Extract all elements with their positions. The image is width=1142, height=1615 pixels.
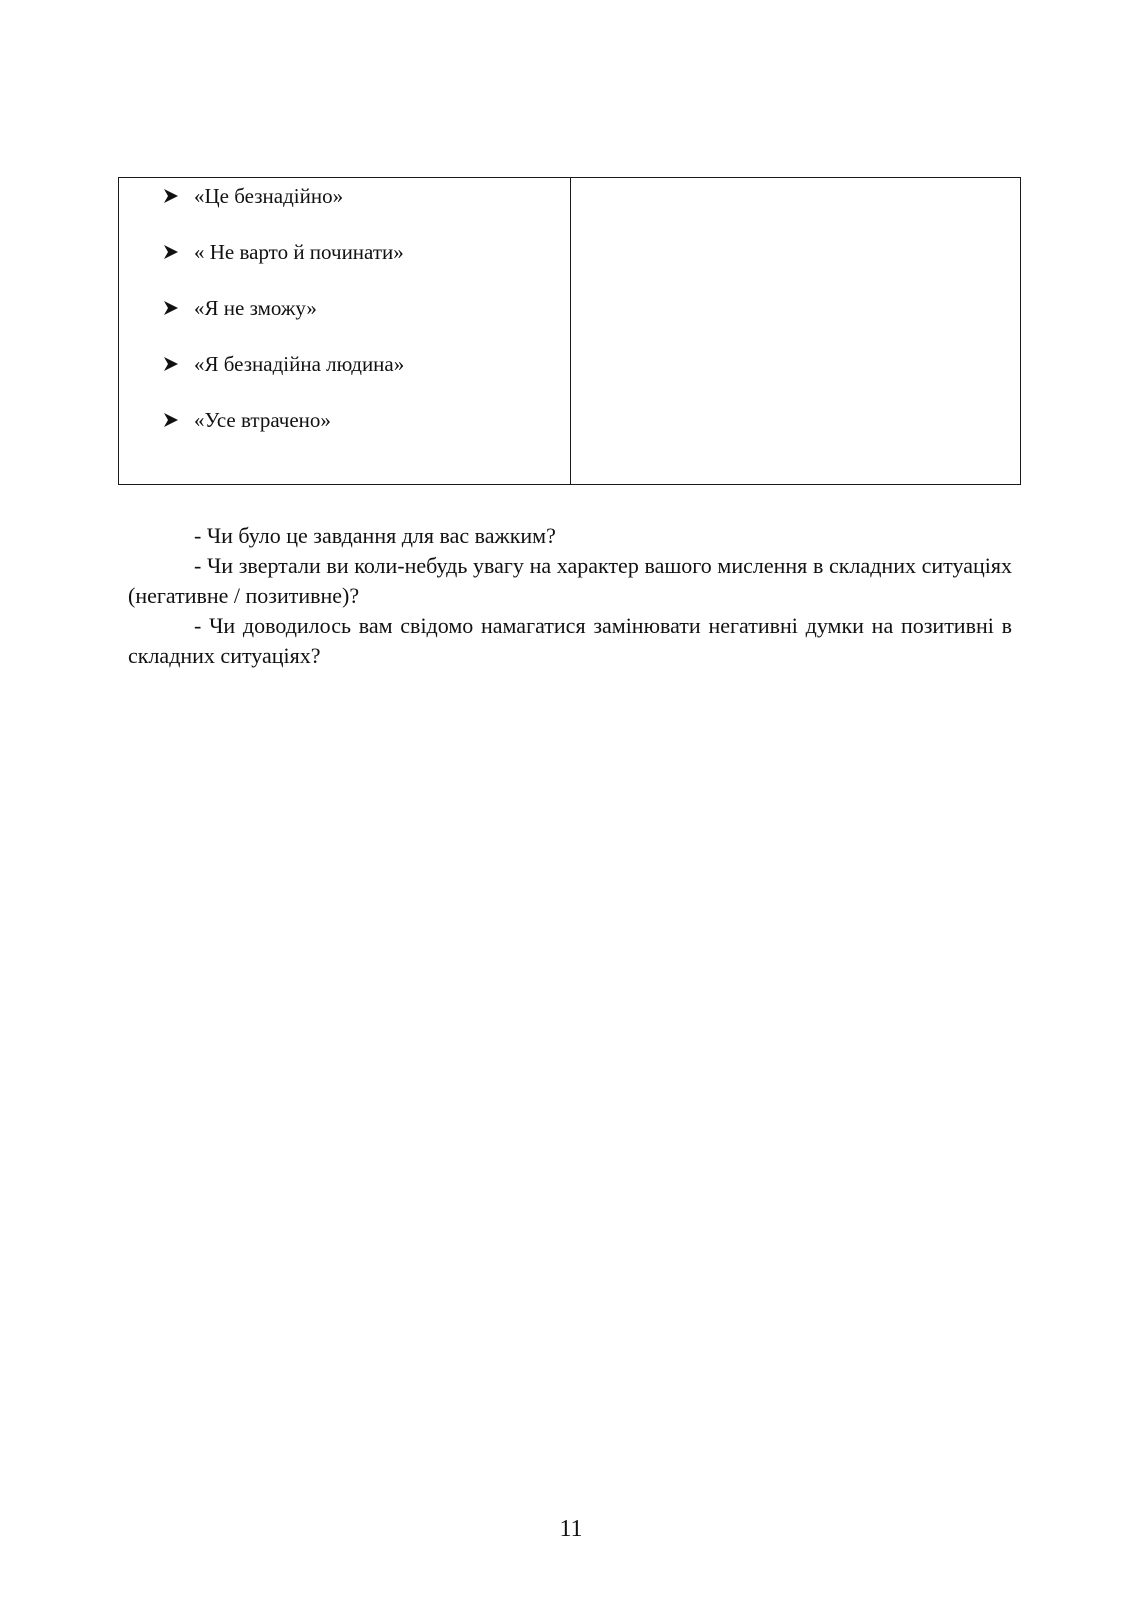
list-item xyxy=(163,350,404,378)
list-item-text: «Я безнадійна людина» xyxy=(194,352,405,376)
arrowhead-bullet-icon xyxy=(163,350,194,378)
list-item-text: «Я не зможу» xyxy=(194,296,317,320)
list-item xyxy=(163,182,343,210)
table-cell-right xyxy=(571,178,1020,484)
list-item-text: «Усе втрачено» xyxy=(194,408,331,432)
questions-block xyxy=(128,521,1012,671)
list-item xyxy=(163,294,317,322)
arrowhead-bullet-icon xyxy=(163,406,194,434)
page-number: 11 xyxy=(559,1516,583,1542)
list-item xyxy=(163,238,404,266)
question-paragraph: - Чи було це завдання для вас важким? xyxy=(194,523,556,548)
arrowhead-bullet-icon xyxy=(163,182,194,210)
list-item xyxy=(163,406,331,434)
list-item-text: « Не варто й починати» xyxy=(194,240,404,264)
table-cell-left xyxy=(119,178,571,484)
question-paragraph: - Чи звертали ви коли-небудь увагу на характер вашого мислення в складних ситуаціях (негативне / позитивне)? xyxy=(128,553,1012,608)
arrowhead-bullet-icon xyxy=(163,238,194,266)
list-item-text: «Це безнадійно» xyxy=(194,184,344,208)
arrowhead-bullet-icon xyxy=(163,294,194,322)
exercise-table xyxy=(118,177,1021,485)
question-paragraph: - Чи доводилось вам свідомо намагатися замінювати негативні думки на позитивні в складних ситуаціях? xyxy=(128,613,1012,668)
